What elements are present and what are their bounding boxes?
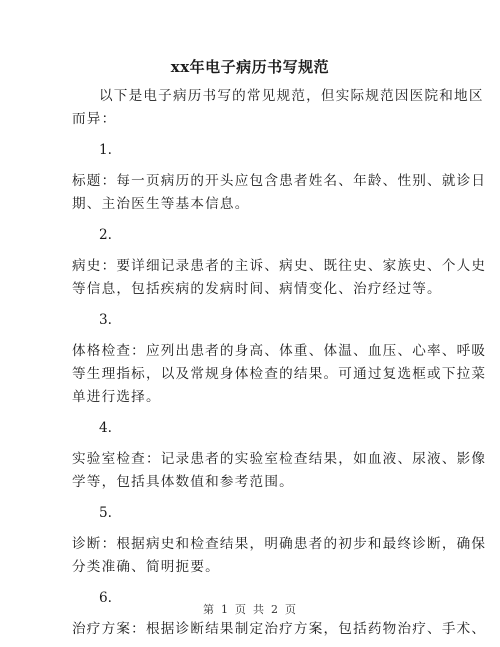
section-line: 实验室检查：记录患者的实验室检查结果，如血液、尿液、影像	[72, 451, 487, 467]
section-line: 等生理指标，以及常规身体检查的结果。可通过复选框或下拉菜	[72, 366, 487, 382]
section-line: 分类准确、简明扼要。	[72, 559, 220, 575]
section-line: 体格检查：应列出患者的身高、体重、体温、血压、心率、呼吸	[72, 343, 487, 359]
footer-total-label: 共	[253, 603, 265, 616]
section-line: 标题：每一页病历的开头应包含患者姓名、年龄、性别、就诊日	[72, 173, 487, 189]
section-number: 2.	[99, 227, 112, 243]
section-line: 期、主治医生等基本信息。	[72, 196, 250, 212]
section-line: 病史：要详细记录患者的主诉、病史、既往史、家族史、个人史	[72, 258, 487, 274]
section-number: 1.	[99, 142, 112, 158]
section-number: 3.	[99, 312, 112, 328]
footer-page-current: 1	[221, 603, 229, 616]
section-number: 4.	[99, 420, 112, 436]
footer-page-unit: 页	[235, 603, 247, 616]
section-line: 诊断：根据病史和检查结果，明确患者的初步和最终诊断，确保	[72, 536, 487, 552]
section-number: 6.	[99, 590, 112, 606]
section-line: 治疗方案：根据诊断结果制定治疗方案，包括药物治疗、手术、	[72, 621, 487, 637]
section-line: 等信息，包括疾病的发病时间、病情变化、治疗经过等。	[72, 281, 442, 297]
intro-line: 而异：	[72, 111, 117, 127]
document-body	[72, 85, 487, 641]
section-line: 单进行选择。	[72, 389, 161, 405]
footer-page-total: 2	[271, 603, 279, 616]
intro-line: 以下是电子病历书写的常见规范，但实际规范因医院和地区	[99, 88, 484, 104]
footer-total-unit: 页	[285, 603, 297, 616]
page-footer	[0, 601, 500, 617]
section-line: 学等，包括具体数值和参考范围。	[72, 474, 294, 490]
footer-page-label: 第	[203, 603, 215, 616]
document-title: xx年电子病历书写规范	[170, 58, 330, 76]
section-number: 5.	[99, 505, 112, 521]
